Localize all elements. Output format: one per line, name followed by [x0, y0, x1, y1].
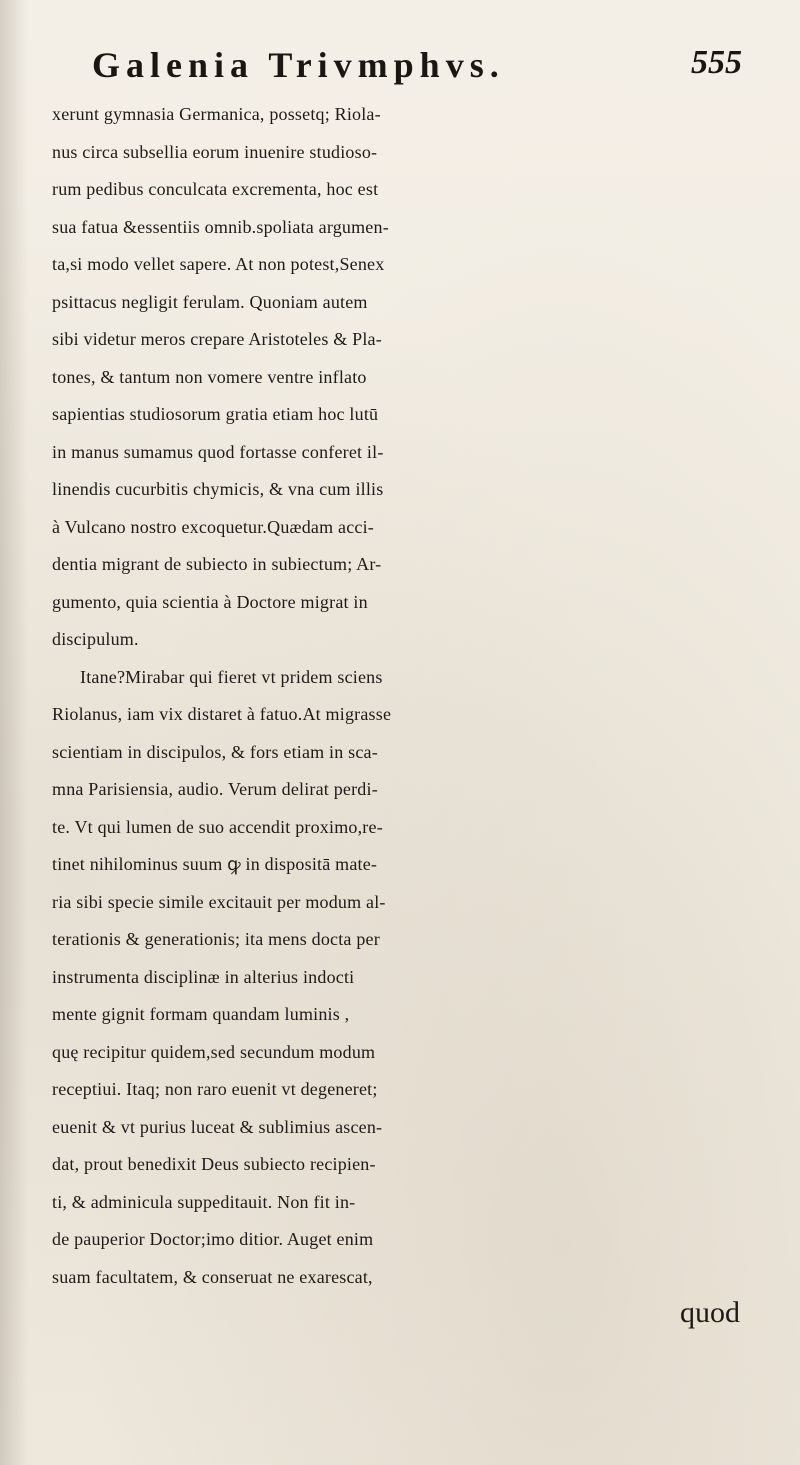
text-line: de pauperior Doctor;imo ditior. Auget enim [52, 1229, 374, 1249]
text-line: sua fatua &essentiis omnib.spoliata argumen- [52, 216, 389, 237]
text-line: dat, prout benedixit Deus subiecto recipien- [52, 1154, 376, 1174]
text-line: psittacus negligit ferulam. Quoniam autem [52, 291, 368, 312]
text-line: Riolanus, iam vix distaret à fatuo.At migrasse [52, 704, 392, 724]
text-line: euenit & vt purius luceat & sublimius ascen- [52, 1116, 383, 1137]
text-line: suam facultatem, & conseruat ne exarescat, [52, 1266, 373, 1287]
text-line: terationis & generationis; ita mens docta per [52, 929, 380, 949]
text-line: gumento, quia scientia à Doctore migrat in [52, 591, 368, 612]
text-line: dentia migrant de subiecto in subiectum; Ar- [52, 554, 382, 574]
text-line: xerunt gymnasia Germanica, possetq; Riola- [52, 104, 381, 124]
text-line: instrumenta disciplinæ in alterius indocti [52, 966, 355, 987]
text-line: tones, & tantum non vomere ventre inflato [52, 366, 367, 387]
text-line: ria sibi specie simile excitauit per modum al- [52, 891, 386, 912]
text-line: sapientias studiosorum gratia etiam hoc lutū [52, 404, 379, 424]
text-line: in manus sumamus quod fortasse conferet il- [52, 441, 384, 462]
text-line: scientiam in discipulos, & fors etiam in sca- [52, 741, 378, 762]
running-head: Galenia Trivmphvs. [92, 45, 505, 85]
text-line: receptiui. Itaq; non raro euenit vt degeneret; [52, 1079, 378, 1099]
catchword: quod [680, 1296, 740, 1329]
text-line: rum pedibus conculcata excrementa, hoc est [52, 179, 379, 199]
text-line: mna Parisiensia, audio. Verum delirat perdi- [52, 779, 378, 799]
text-line: sibi videtur meros crepare Aristoteles & Pla- [52, 329, 382, 349]
bottom-margin [0, 1070, 800, 1465]
text-line: quę recipitur quidem,sed secundum modum [52, 1041, 376, 1062]
text-line: nus circa subsellia eorum inuenire studioso- [52, 141, 378, 162]
text-line: linendis cucurbitis chymicis, & vna cum illis [52, 479, 384, 499]
text-line: à Vulcano nostro excoquetur.Quædam acci- [52, 516, 374, 537]
text-line: mente gignit formam quandam luminis , [52, 1004, 350, 1024]
text-line: ti, & adminicula suppeditauit. Non fit in- [52, 1191, 356, 1212]
text-line: Itane?Mirabar qui fieret vt pridem sciens [80, 666, 383, 687]
page-header [92, 40, 742, 90]
text-line: tinet nihilominus suum ꝙ in dispositā mate- [52, 854, 378, 874]
text-line: discipulum. [52, 629, 139, 649]
text-line: ta,si modo vellet sapere. At non potest,Senex [52, 254, 385, 274]
page-number: 555 [691, 44, 742, 81]
text-line: te. Vt qui lumen de suo accendit proximo,re- [52, 816, 383, 837]
